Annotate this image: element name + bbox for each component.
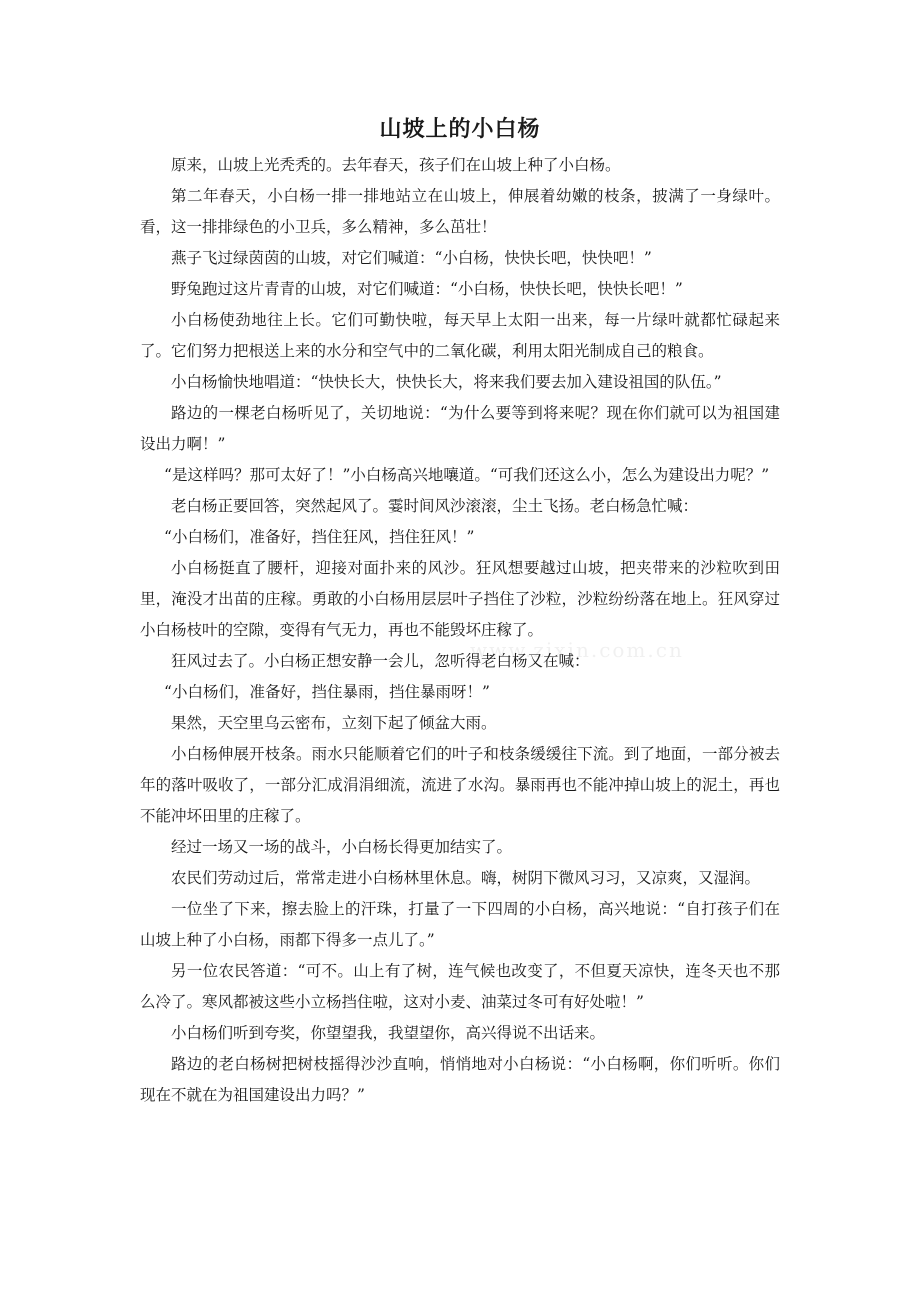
paragraph: 原来，山坡上光秃秃的。去年春天，孩子们在山坡上种了小白杨。 <box>171 156 621 174</box>
paragraph: 小白杨使劲地往上长。它们可勤快啦，每天早上太阳一出来，每一片绿叶就都忙碌起来了。它们努力把根送上来的水分和空气中的二氧化碳，利用太阳光制成自己的粮食。 <box>140 311 780 360</box>
paragraph: 老白杨正要回答，突然起风了。霎时间风沙滚滚，尘土飞扬。老白杨急忙喊： <box>171 497 699 515</box>
paragraph: 小白杨伸展开枝条。雨水只能顺着它们的叶子和枝条缓缓往下流。到了地面，一部分被去年的落叶吸收了，一部分汇成涓涓细流，流进了水沟。暴雨再也不能冲掉山坡上的泥土，再也不能冲坏田里的庄稼了。 <box>140 745 780 825</box>
paragraph: 另一位农民答道：“可不。山上有了树，连气候也改变了，不但夏天凉快，连冬天也不那么冷了。寒风都被这些小立杨挡住啦，这对小麦、油菜过冬可有好处啦！” <box>140 962 780 1011</box>
paragraph: 经过一场又一场的战斗，小白杨长得更加结实了。 <box>171 838 513 856</box>
paragraph: “小白杨们，准备好，挡住暴雨，挡住暴雨呀！” <box>164 683 490 701</box>
paragraph: 一位坐了下来，擦去脸上的汗珠，打量了一下四周的小白杨，高兴地说：“自打孩子们在山坡上种了小白杨，雨都下得多一点儿了。” <box>140 900 780 949</box>
paragraph: 路边的老白杨树把树枝摇得沙沙直响，悄悄地对小白杨说：“小白杨啊，你们听听。你们现在不就在为祖国建设出力吗？” <box>140 1055 780 1104</box>
document-title: 山坡上的小白杨 <box>379 116 541 142</box>
paragraph: 第二年春天，小白杨一排一排地站立在山坡上，伸展着幼嫩的枝条，披满了一身绿叶。看，这一排排绿色的小卫兵，多么精神，多么茁壮！ <box>140 187 780 236</box>
paragraph: “是这样吗？那可太好了！”小白杨高兴地嚷道。“可我们还这么小，怎么为建设出力呢？” <box>164 466 770 484</box>
paragraph: 小白杨愉快地唱道：“快快长大，快快长大，将来我们要去加入建设祖国的队伍。” <box>171 373 722 391</box>
paragraph: “小白杨们，准备好，挡住狂风，挡住狂风！” <box>164 528 475 546</box>
paragraph: 小白杨挺直了腰杆，迎接对面扑来的风沙。狂风想要越过山坡，把夹带来的沙粒吹到田里，淹没才出苗的庄稼。勇敢的小白杨用层层叶子挡住了沙粒，沙粒纷纷落在地上。狂风穿过小白杨枝叶的空隙，变得有气无力，再也不能毁坏庄稼了。 <box>140 559 780 639</box>
paragraph: 小白杨们听到夸奖，你望望我，我望望你，高兴得说不出话来。 <box>171 1024 606 1042</box>
paragraph: 野兔跑过这片青青的山坡，对它们喊道：“小白杨，快快长吧，快快长吧！” <box>171 280 683 298</box>
paragraph: 果然，天空里乌云密布，立刻下起了倾盆大雨。 <box>171 714 497 732</box>
watermark: www.zixin.com.cn <box>470 638 684 662</box>
paragraph: 农民们劳动过后，常常走进小白杨林里休息。嗨，树阴下微风习习，又凉爽，又湿润。 <box>171 869 761 887</box>
document-body <box>140 150 780 1111</box>
paragraph: 路边的一棵老白杨听见了，关切地说：“为什么要等到将来呢？现在你们就可以为祖国建设出力啊！” <box>140 404 780 453</box>
paragraph: 燕子飞过绿茵茵的山坡，对它们喊道：“小白杨，快快长吧，快快吧！” <box>171 249 652 267</box>
paragraph: 狂风过去了。小白杨正想安静一会儿，忽听得老白杨又在喊： <box>171 652 590 670</box>
